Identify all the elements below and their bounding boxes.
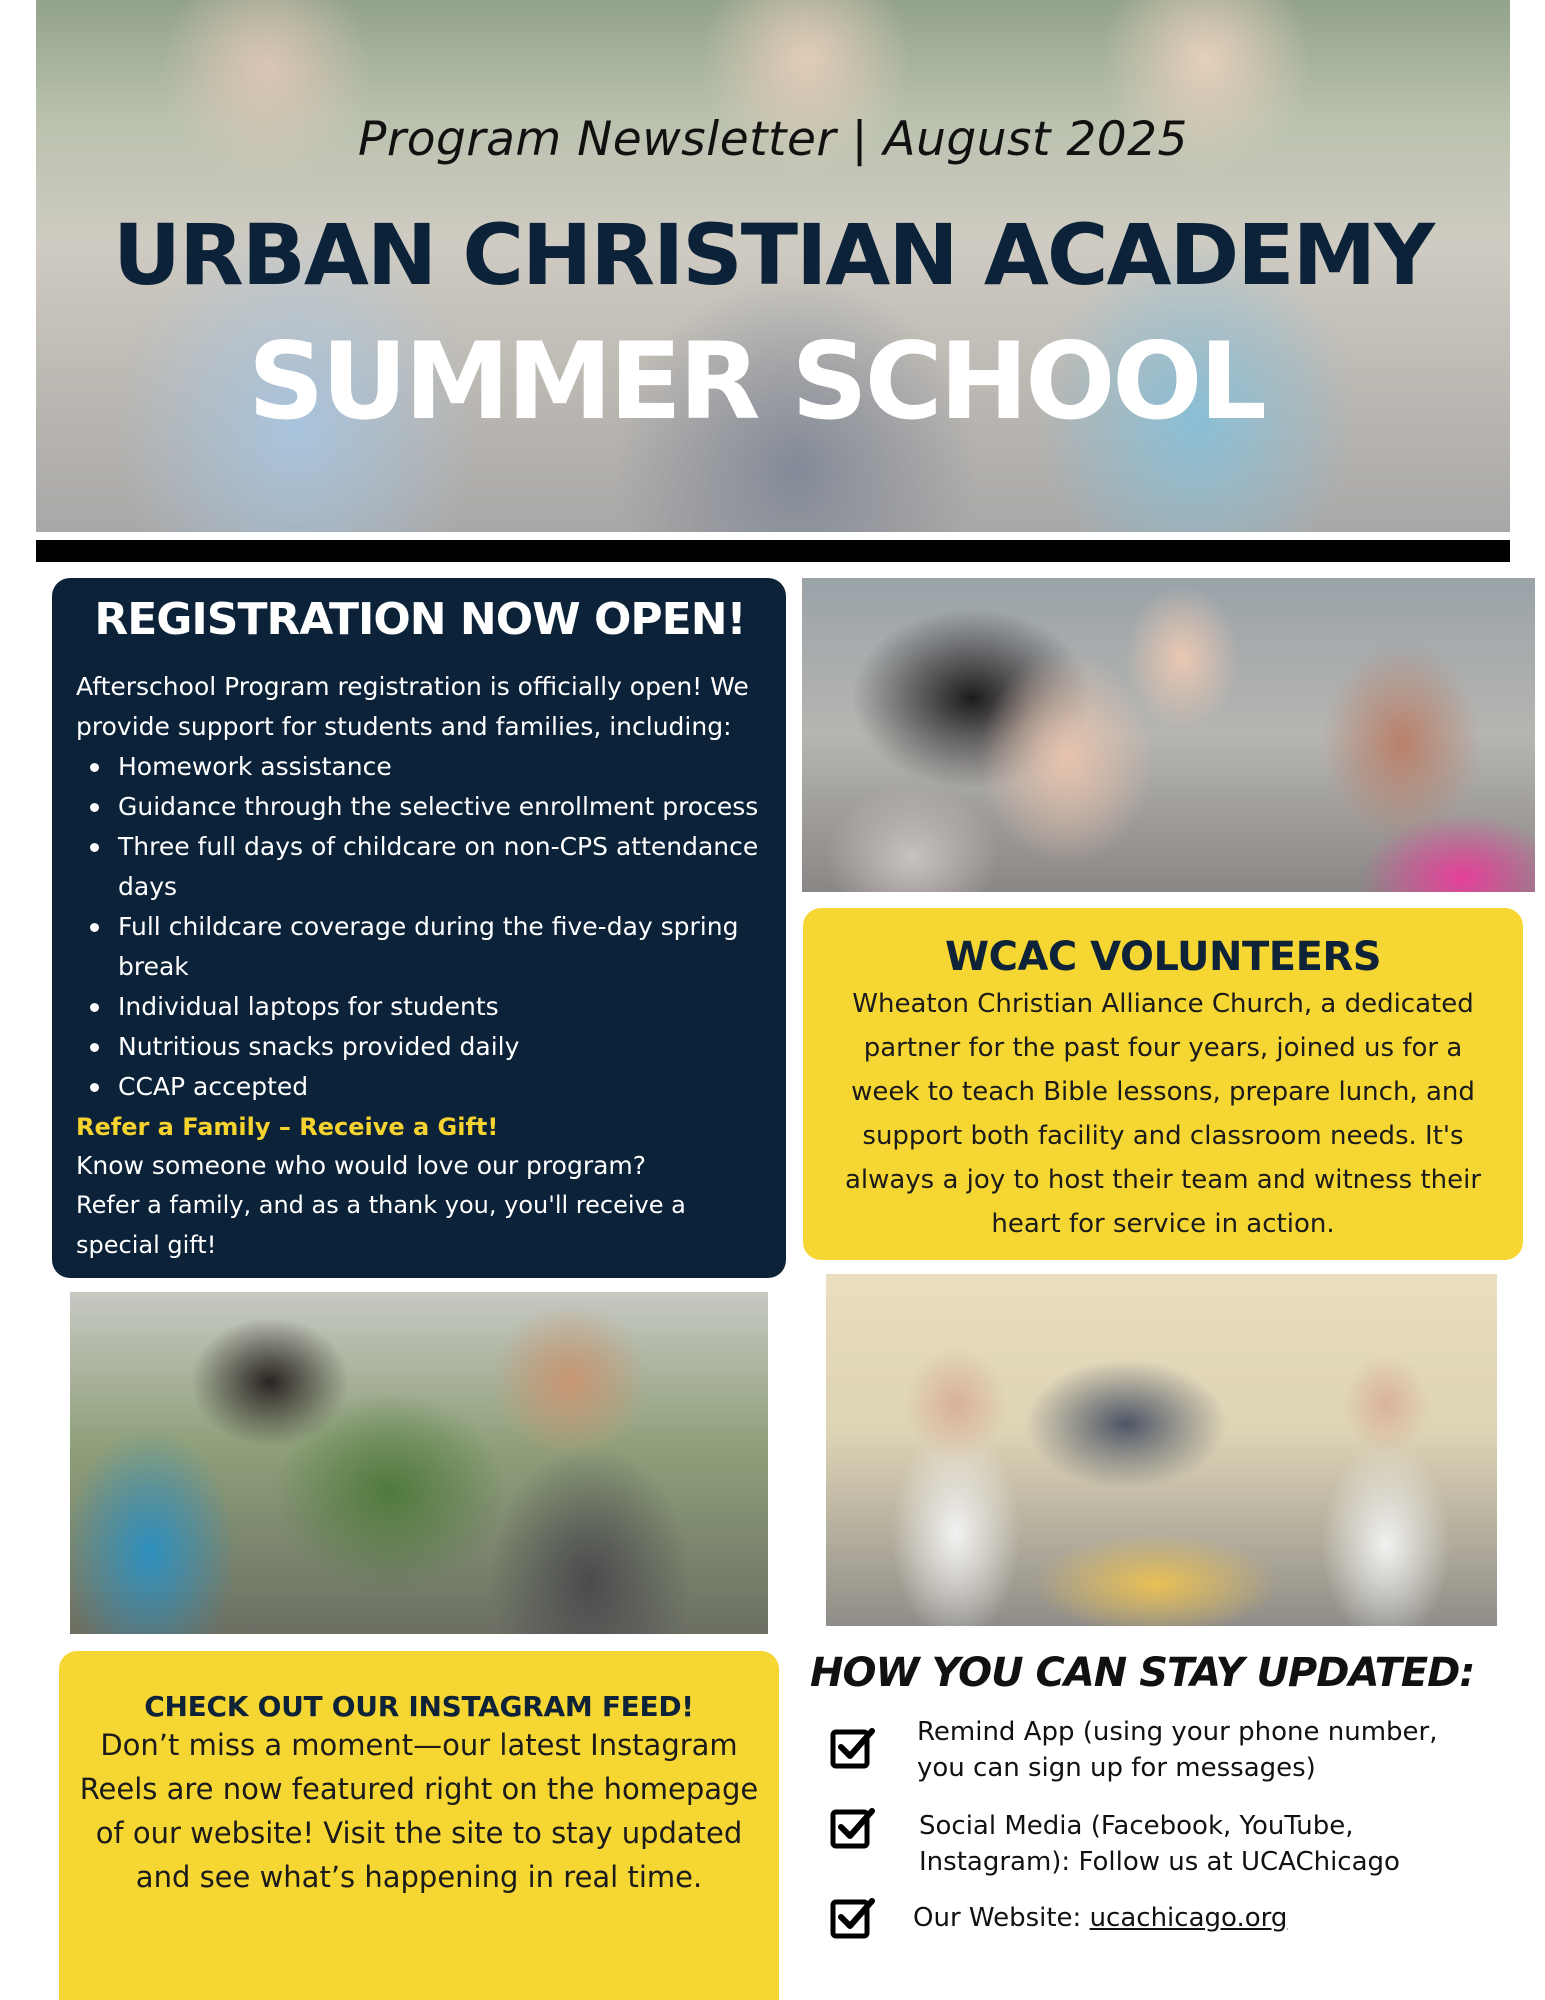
website-link[interactable]: ucachicago.org [1089,1903,1288,1933]
list-item: Full childcare coverage during the five-day spring break [76,907,764,987]
refer-family-question: Know someone who would love our program? [76,1151,647,1180]
photo-face-painting [802,578,1535,892]
remind-app-text [917,1714,1437,1786]
social-media-line2: Instagram): Follow us at UCAChicago [919,1847,1400,1877]
social-media-line1: Social Media (Facebook, YouTube, [919,1811,1354,1841]
list-item: Nutritious snacks provided daily [76,1027,764,1067]
registration-intro: Afterschool Program registration is officially open! We provide support for students and families, including: [76,672,749,741]
list-item: Three full days of childcare on non-CPS attendance days [76,827,764,907]
checkbox-checked-icon [830,1725,876,1771]
instagram-panel [59,1651,779,2000]
list-item: CCAP accepted [76,1067,764,1107]
list-item: Guidance through the selective enrollment process [76,787,764,827]
remind-app-line1: Remind App (using your phone number, [917,1717,1438,1747]
refer-family-title: Refer a Family – Receive a Gift! [76,1113,499,1141]
list-item: Homework assistance [76,747,764,787]
registration-benefits-list [76,747,764,1107]
checkbox-checked-icon [830,1895,876,1941]
photo-volunteers [826,1274,1497,1626]
hero-title-academy: URBAN CHRISTIAN ACADEMY [112,206,1434,304]
list-item: Individual laptops for students [76,987,764,1027]
wcac-body: Wheaton Christian Alliance Church, a dedicated partner for the past four years, joined us for a week to teach Bible lessons, prepare lunch, and support both facility and classroom needs. It's always a joy to host their team and witness their heart for service in action. [844,989,1482,1239]
remind-app-line2: you can sign up for messages) [917,1753,1316,1783]
refer-family-offer: Refer a family, and as a thank you, you'll receive a special gift! [76,1191,686,1259]
newsletter-subtitle: Program Newsletter | August 2025 [358,112,1188,167]
instagram-heading: CHECK OUT OUR INSTAGRAM FEED! [144,1690,694,1723]
hero-text [36,0,1510,532]
checkbox-checked-icon [830,1805,876,1851]
stay-updated-heading: HOW YOU CAN STAY UPDATED: [810,1650,1475,1696]
instagram-body: Don’t miss a moment—our latest Instagram Reels are now featured right on the homepage of our website! Visit the site to stay updated and see what’s happening in real time. [79,1728,759,1894]
wcac-heading: WCAC VOLUNTEERS [944,934,1382,980]
registration-heading: REGISTRATION NOW OPEN! [94,594,746,645]
website-label: Our Website: [913,1903,1090,1933]
section-divider [36,540,1510,562]
wcac-volunteers-panel [803,908,1523,1260]
hero-banner [36,0,1510,532]
social-media-text [919,1808,1400,1880]
registration-panel [52,578,786,1278]
website-text [913,1900,1287,1936]
hero-title-summer-school: SUMMER SCHOOL [248,320,1264,443]
photo-cooking [70,1292,768,1634]
